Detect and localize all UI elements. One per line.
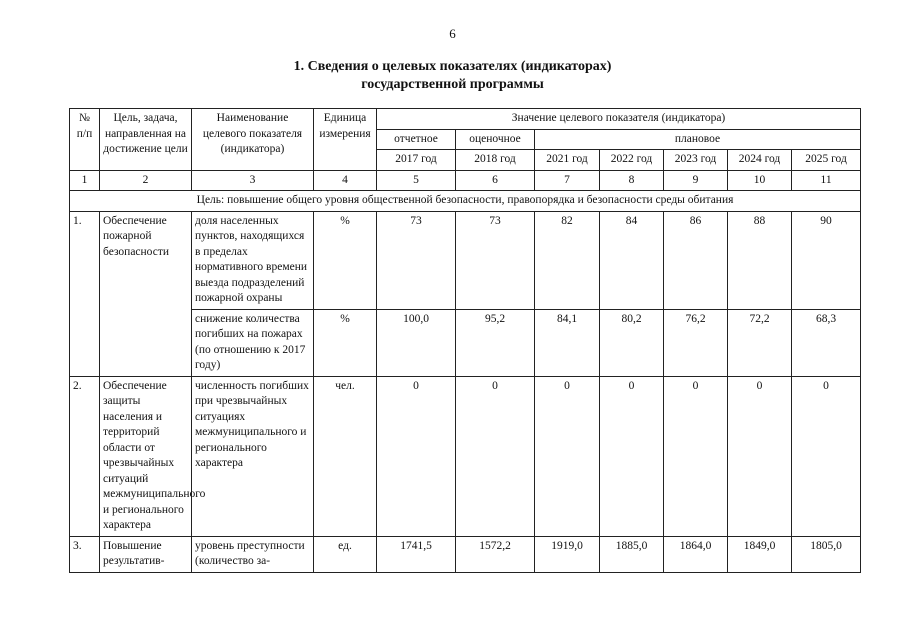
column-numbers-row (70, 170, 861, 191)
indicator-unit: чел. (314, 376, 377, 536)
header-year: 2024 год (728, 150, 792, 171)
header-no: № п/п (70, 109, 100, 171)
table-row (70, 536, 861, 572)
column-number: 2 (100, 170, 192, 191)
header-year: 2022 год (600, 150, 664, 171)
header-year: 2018 год (456, 150, 535, 171)
header-value: Значение целевого показателя (индикатора) (377, 109, 861, 130)
column-number: 6 (456, 170, 535, 191)
value-cell: 88 (728, 211, 792, 309)
title-line-2: государственной программы (361, 77, 544, 92)
goal-row (70, 191, 861, 212)
column-number: 3 (192, 170, 314, 191)
column-number: 8 (600, 170, 664, 191)
header-year: 2017 год (377, 150, 456, 171)
document-title (0, 58, 905, 94)
value-cell: 82 (535, 211, 600, 309)
value-cell: 0 (535, 376, 600, 536)
value-cell: 68,3 (792, 309, 861, 376)
value-cell: 76,2 (664, 309, 728, 376)
goal-text: Цель: повышение общего уровня общественной безопасности, правопорядка и безопасности среды обитания (70, 191, 861, 212)
indicator-name: численность погибших при чрезвычайных ситуациях межмуниципального и регионального характера (192, 376, 314, 536)
header-estimated: оценочное (456, 129, 535, 150)
table-row (70, 211, 861, 309)
column-number: 10 (728, 170, 792, 191)
indicator-unit: % (314, 309, 377, 376)
header-row-1 (70, 109, 861, 130)
indicator-name: снижение количества погибших на пожарах (по отношению к 2017 году) (192, 309, 314, 376)
task-cell: Обеспечение пожарной безопасности (100, 211, 192, 376)
value-cell: 1741,5 (377, 536, 456, 572)
column-number: 1 (70, 170, 100, 191)
indicator-name: доля населенных пунктов, находящихся в пределах нормативного времени выезда подразделений пожарной охраны (192, 211, 314, 309)
column-number: 4 (314, 170, 377, 191)
value-cell: 0 (600, 376, 664, 536)
value-cell: 0 (377, 376, 456, 536)
value-cell: 1885,0 (600, 536, 664, 572)
header-reported: отчетное (377, 129, 456, 150)
row-number: 3. (70, 536, 100, 572)
column-number: 5 (377, 170, 456, 191)
row-number: 1. (70, 211, 100, 376)
indicators-table (69, 108, 861, 573)
header-year: 2025 год (792, 150, 861, 171)
value-cell: 1919,0 (535, 536, 600, 572)
table-row (70, 376, 861, 536)
value-cell: 73 (456, 211, 535, 309)
header-indicator-name: Наименование целевого показателя (индикатора) (192, 109, 314, 171)
header-goal: Цель, задача, направленная на достижение цели (100, 109, 192, 171)
column-number: 9 (664, 170, 728, 191)
indicator-unit: ед. (314, 536, 377, 572)
value-cell: 0 (456, 376, 535, 536)
value-cell: 72,2 (728, 309, 792, 376)
page-number: 6 (449, 26, 456, 41)
value-cell: 73 (377, 211, 456, 309)
value-cell: 1849,0 (728, 536, 792, 572)
task-cell: Обеспечение защиты населения и территорий области от чрезвычайных ситуаций межмуниципального и регионального характера (100, 376, 192, 536)
value-cell: 100,0 (377, 309, 456, 376)
task-cell: Повышение результатив- (100, 536, 192, 572)
value-cell: 0 (728, 376, 792, 536)
value-cell: 0 (792, 376, 861, 536)
value-cell: 1805,0 (792, 536, 861, 572)
title-line-1: 1. Сведения о целевых показателях (индикаторах) (293, 59, 612, 74)
header-unit: Единица измерения (314, 109, 377, 171)
value-cell: 0 (664, 376, 728, 536)
value-cell: 84,1 (535, 309, 600, 376)
value-cell: 86 (664, 211, 728, 309)
value-cell: 1864,0 (664, 536, 728, 572)
column-number: 11 (792, 170, 861, 191)
header-year: 2021 год (535, 150, 600, 171)
indicator-name: уровень преступности (количество за- (192, 536, 314, 572)
row-number: 2. (70, 376, 100, 536)
value-cell: 90 (792, 211, 861, 309)
value-cell: 84 (600, 211, 664, 309)
header-planned: плановое (535, 129, 861, 150)
column-number: 7 (535, 170, 600, 191)
header-year: 2023 год (664, 150, 728, 171)
value-cell: 95,2 (456, 309, 535, 376)
value-cell: 80,2 (600, 309, 664, 376)
indicator-unit: % (314, 211, 377, 309)
value-cell: 1572,2 (456, 536, 535, 572)
